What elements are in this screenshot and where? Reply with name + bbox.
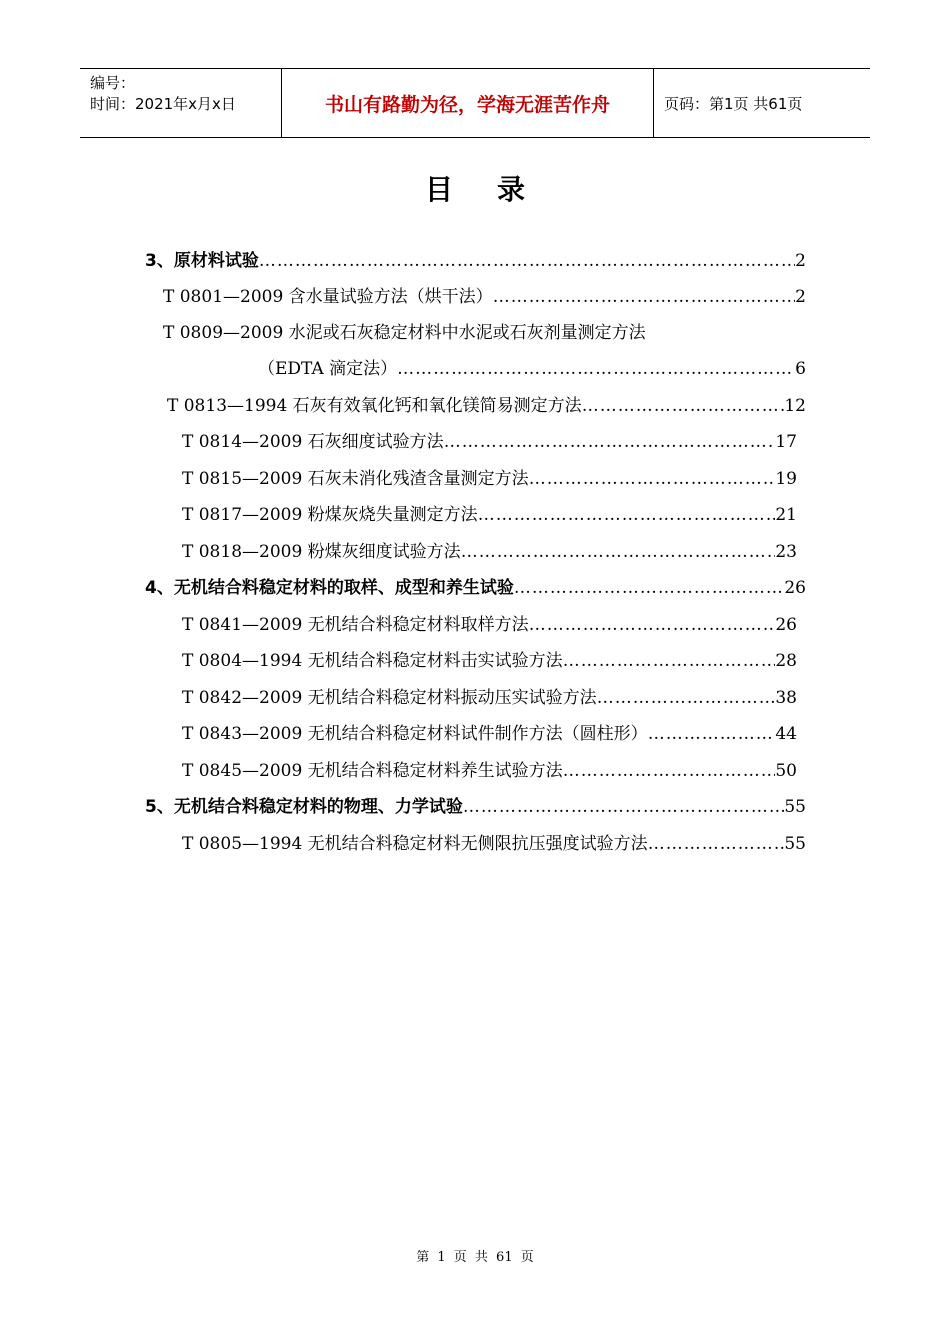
toc-entry-text: T 0818—2009 粉煤灰细度试验方法 <box>182 542 461 562</box>
toc-entry[interactable] <box>258 354 806 384</box>
toc-leader <box>397 359 795 379</box>
toc-entry[interactable] <box>145 573 806 603</box>
toc-entry-text: （EDTA 滴定法） <box>258 359 398 379</box>
toc-entry-text: T 0843—2009 无机结合料稳定材料试件制作方法（圆柱形） <box>182 724 648 744</box>
toc-entry-page: 23 <box>775 542 797 562</box>
toc-leader <box>529 615 776 635</box>
page-footer: 第 1 页 共 61 页 <box>416 1250 534 1265</box>
toc-leader <box>648 834 785 854</box>
toc-entry-text: T 0804—1994 无机结合料稳定材料击实试验方法 <box>182 651 563 671</box>
toc-leader <box>582 396 785 416</box>
toc-leader <box>493 287 795 307</box>
toc-leader <box>444 432 776 452</box>
toc-entry-text: T 0841—2009 无机结合料稳定材料取样方法 <box>182 615 529 635</box>
toc-entry-text: T 0817—2009 粉煤灰烧失量测定方法 <box>182 505 478 525</box>
toc-entry-text: T 0842—2009 无机结合料稳定材料振动压实试验方法 <box>182 688 597 708</box>
document-header <box>80 68 870 138</box>
toc-leader <box>529 469 776 489</box>
toc-leader <box>514 578 785 598</box>
number-label: 编号： <box>90 74 136 92</box>
toc-entry-page: 17 <box>775 432 797 452</box>
toc-entry-text: T 0805—1994 无机结合料稳定材料无侧限抗压强度试验方法 <box>182 834 648 854</box>
toc-entry-text: T 0845—2009 无机结合料稳定材料养生试验方法 <box>182 761 563 781</box>
toc-leader <box>648 724 776 744</box>
toc-entry-page: 55 <box>784 797 806 817</box>
toc-entry-page: 6 <box>795 359 806 379</box>
toc-entry-page: 55 <box>784 834 806 854</box>
toc-entry-text: T 0814—2009 石灰细度试验方法 <box>182 432 444 452</box>
toc-entry[interactable] <box>182 683 797 713</box>
toc-entry[interactable] <box>145 246 806 276</box>
toc-entry-page: 21 <box>775 505 797 525</box>
toc-entry[interactable] <box>182 646 797 676</box>
toc-entry-page: 26 <box>775 615 797 635</box>
toc-leader <box>563 761 776 781</box>
toc-entry[interactable] <box>182 427 797 457</box>
header-page-info: 页码：第1页 共61页 <box>664 94 803 113</box>
toc-entry[interactable] <box>182 756 797 786</box>
toc-entry[interactable] <box>182 829 806 859</box>
toc-entry[interactable] <box>182 464 797 494</box>
toc-entry-page: 44 <box>775 724 797 744</box>
toc-entry[interactable] <box>182 537 797 567</box>
toc-entry-page: 2 <box>795 287 806 307</box>
toc-entry-text: T 0801—2009 含水量试验方法（烘干法） <box>163 287 493 307</box>
toc-leader <box>461 542 776 562</box>
toc-leader <box>478 505 776 525</box>
toc-entry-text: T 0815—2009 石灰未消化残渣含量测定方法 <box>182 469 529 489</box>
toc-leader <box>259 251 795 271</box>
toc-entry[interactable] <box>182 610 797 640</box>
toc-entry[interactable] <box>182 719 797 749</box>
toc-entry-text: T 0809—2009 水泥或石灰稳定材料中水泥或石灰剂量测定方法 <box>163 323 646 343</box>
header-meta <box>80 69 281 137</box>
page-title: 目录 <box>424 173 569 206</box>
toc-entry[interactable] <box>145 792 806 822</box>
toc-entry-page: 38 <box>775 688 797 708</box>
header-motto: 书山有路勤为径，学海无涯苦作舟 <box>281 69 654 137</box>
toc-entry-text: T 0813—1994 石灰有效氧化钙和氧化镁简易测定方法 <box>167 396 582 416</box>
toc-leader <box>597 688 776 708</box>
toc-entry[interactable] <box>182 500 797 530</box>
toc-leader <box>563 651 776 671</box>
toc-entry[interactable] <box>163 318 806 348</box>
toc-entry-page: 12 <box>784 396 806 416</box>
toc-entry-text: 5、无机结合料稳定材料的物理、力学试验 <box>145 797 463 817</box>
toc-entry-page: 50 <box>775 761 797 781</box>
toc-entry-page: 19 <box>775 469 797 489</box>
toc-entry-text: 4、无机结合料稳定材料的取样、成型和养生试验 <box>145 578 514 598</box>
toc-entry[interactable] <box>163 282 806 312</box>
time-label: 时间：2021年x月x日 <box>90 95 236 113</box>
toc-entry-page: 26 <box>784 578 806 598</box>
toc-entry-page: 2 <box>795 251 806 271</box>
toc-entry-text: 3、原材料试验 <box>145 251 259 271</box>
toc-entry[interactable] <box>167 391 806 421</box>
toc-leader <box>463 797 785 817</box>
toc-entry-page: 28 <box>775 651 797 671</box>
